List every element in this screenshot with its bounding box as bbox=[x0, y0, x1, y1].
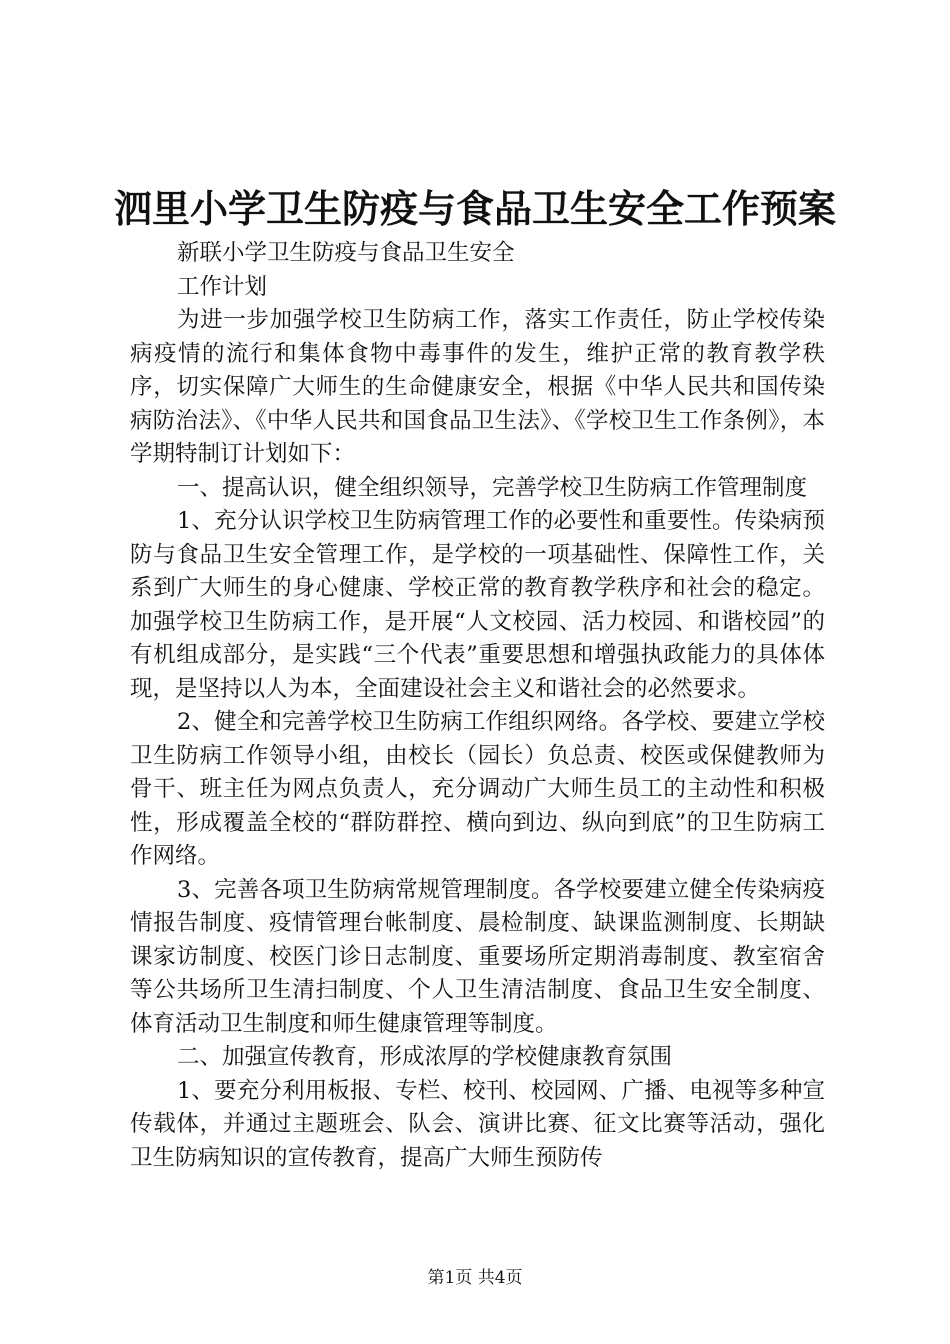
section-heading-1: 一、提高认识，健全组织领导，完善学校卫生防病工作管理制度 bbox=[177, 474, 808, 501]
subtitle-line-2: 工作计划 bbox=[177, 273, 268, 300]
paragraph-item-1-1: 1、充分认识学校卫生防病管理工作的必要性和重要性。传染病预防与食品卫生安全管理工作，是学校的一项基础性、保障性工作，关系到广大师生的身心健康、学校正常的教育教学秩序和社会的稳定。加强学校卫生防病工作，是开展“人文校园、活力校园、和谐校园”的有机组成部分，是实践“三个代表”重要思想和增强执政能力的具体体现，是坚持以人为本，全面建设社会主义和谐社会的必然要求。 bbox=[130, 508, 825, 702]
paragraph-intro: 为进一步加强学校卫生防病工作，落实工作责任，防止学校传染病疫情的流行和集体食物中毒事件的发生，维护正常的教育教学秩序，切实保障广大师生的生命健康安全，根据《中华人民共和国传染病防治法》、《中华人民共和国食品卫生法》、《学校卫生工作条例》，本学期特制订计划如下： bbox=[130, 307, 825, 467]
paragraph-item-2-1: 1、要充分利用板报、专栏、校刊、校园网、广播、电视等多种宣传载体，并通过主题班会、队会、演讲比赛、征文比赛等活动，强化卫生防病知识的宣传教育，提高广大师生预防传 bbox=[130, 1077, 825, 1171]
document-title: 泗里小学卫生防疫与食品卫生安全工作预案 bbox=[113, 186, 836, 231]
subtitle-line-1: 新联小学卫生防疫与食品卫生安全 bbox=[177, 240, 515, 266]
paragraph-item-1-2: 2、健全和完善学校卫生防病工作组织网络。各学校、要建立学校卫生防病工作领导小组，由校长（园长）负总责、校医或保健教师为骨干、班主任为网点负责人，充分调动广大师生员工的主动性和积极性，形成覆盖全校的“群防群控、横向到边、纵向到底”的卫生防病工作网络。 bbox=[130, 709, 825, 869]
document-body bbox=[130, 237, 825, 1175]
paragraph-item-1-3: 3、完善各项卫生防病常规管理制度。各学校要建立健全传染病疫情报告制度、疫情管理台帐制度、晨检制度、缺课监测制度、长期缺课家访制度、校医门诊日志制度、重要场所定期消毒制度、教室宿舍等公共场所卫生清扫制度、个人卫生清洁制度、食品卫生安全制度、体育活动卫生制度和师生健康管理等制度。 bbox=[130, 876, 825, 1037]
section-heading-2: 二、加强宣传教育，形成浓厚的学校健康教育氛围 bbox=[177, 1044, 673, 1070]
page-footer: 第1页 共4页 bbox=[427, 1268, 523, 1288]
